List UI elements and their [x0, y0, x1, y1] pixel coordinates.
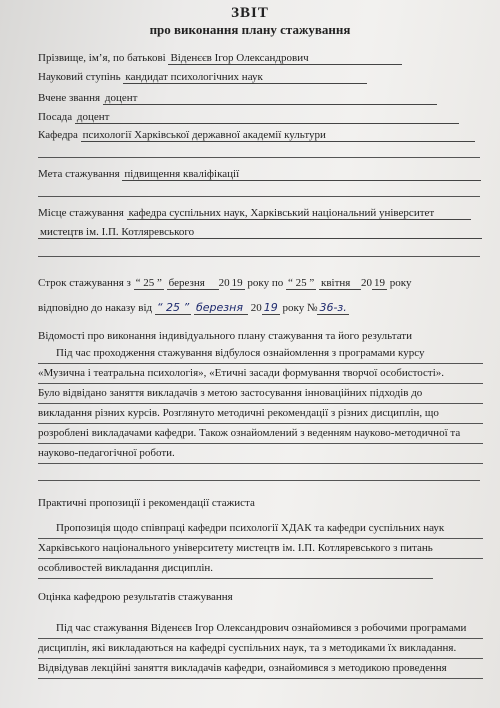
place-row: [38, 207, 483, 220]
results-line: Було відвідано заняття викладачів з метою застосування інноваційних підходів до: [38, 384, 483, 404]
term-to-day: “ 25 ”: [288, 277, 315, 289]
order-row: [38, 301, 483, 315]
results-heading: Відомості про виконання індивідуального плану стажування та його результати: [38, 330, 412, 342]
rank-row: [38, 92, 483, 105]
results-line: «Музична і театральна психологія», «Етичні засади формування творчої особистості».: [38, 364, 483, 384]
assessment-line: дисциплін, які викладаються на кафедрі суспільних наук, та з методиками їх викладання.: [38, 639, 483, 659]
place-row-2: [38, 226, 483, 239]
term-to-month: квітня: [319, 277, 361, 290]
rank-label: Вчене звання: [38, 92, 101, 104]
order-month: березня: [194, 301, 248, 315]
proposals-line: Пропозиція щодо співпраці кафедри психології ХДАК та кафедри суспільних наук: [38, 519, 483, 539]
dept-value: психології Харківської державної академії культури: [81, 129, 475, 142]
place-value: кафедра суспільних наук, Харківський національний університет: [127, 207, 471, 220]
proposals-line: особливостей викладання дисциплін.: [38, 559, 433, 579]
assessment-heading: Оцінка кафедрою результатів стажування: [38, 591, 233, 603]
order-no: 36-з.: [319, 301, 347, 314]
degree-row: [38, 71, 483, 84]
goal-row: [38, 168, 483, 181]
assessment-text: [38, 619, 483, 679]
goal-label: Мета стажування: [38, 168, 120, 180]
blank-rule: [38, 480, 480, 481]
order-no-label: №: [306, 302, 318, 314]
order-year-a: 20: [250, 302, 262, 314]
proposals-line: Харківського національного університету мистецтв ім. І.П. Котляревського з питань: [38, 539, 483, 559]
term-from-year-b: 19: [231, 277, 243, 289]
degree-label: Науковий ступінь: [38, 71, 121, 83]
order-year-word: року: [282, 302, 305, 314]
results-line: науково-педагогічної роботи.: [38, 444, 483, 464]
position-label: Посада: [38, 111, 73, 123]
order-prefix: відповідно до наказу від: [38, 302, 153, 314]
term-from-year-a: 20: [218, 277, 230, 289]
dept-label: Кафедра: [38, 129, 78, 141]
place-label: Місце стажування: [38, 207, 124, 219]
term-from-month: березня: [167, 277, 219, 290]
position-row: [38, 111, 483, 124]
report-subtitle: про виконання плану стажування: [149, 22, 351, 37]
blank-rule: [38, 196, 480, 197]
results-line: Під час проходження стажування відбулося ознайомлення з програмами курсу: [38, 344, 483, 364]
name-value: Віденєєв Ігор Олександрович: [168, 52, 402, 65]
proposals-text: [38, 519, 483, 579]
term-year-word-2: року: [389, 277, 412, 289]
term-from-day: “ 25 ”: [135, 277, 162, 289]
report-title: ЗВІТ: [231, 5, 269, 21]
name-label: Прізвище, ім’я, по батькові: [38, 52, 166, 64]
results-line: викладання різних курсів. Розглянуто методичні рекомендації з різних дисциплін, що: [38, 404, 483, 424]
rank-value: доцент: [103, 92, 437, 105]
term-row: [38, 277, 483, 290]
order-day: “ 25 ”: [156, 301, 190, 314]
term-to-year-a: 20: [361, 277, 373, 289]
order-year-b: 19: [263, 301, 278, 314]
degree-value: кандидат психологічних наук: [123, 71, 367, 84]
proposals-heading: Практичні пропозиції і рекомендації стажиста: [38, 497, 255, 509]
term-year-word: року по: [247, 277, 284, 289]
term-prefix: Строк стажування з: [38, 277, 131, 289]
assessment-line: Під час стажування Віденєєв Ігор Олександрович ознайомився з робочими програмами: [38, 619, 483, 639]
place-value-2: мистецтв ім. І.П. Котляревського: [38, 226, 482, 239]
name-row: [38, 52, 483, 65]
position-value: доцент: [75, 111, 459, 124]
assessment-line: Відвідував лекційні заняття викладачів кафедри, ознайомився з методикою проведення: [38, 659, 483, 679]
dept-row: [38, 129, 483, 142]
results-line: розроблені викладачами кафедри. Також ознайомлений з веденням науково-методичної та: [38, 424, 483, 444]
blank-rule: [38, 256, 480, 257]
blank-rule: [38, 157, 480, 158]
results-text: [38, 344, 483, 464]
term-to-year-b: 19: [374, 277, 386, 289]
goal-value: підвищення кваліфікації: [122, 168, 481, 181]
